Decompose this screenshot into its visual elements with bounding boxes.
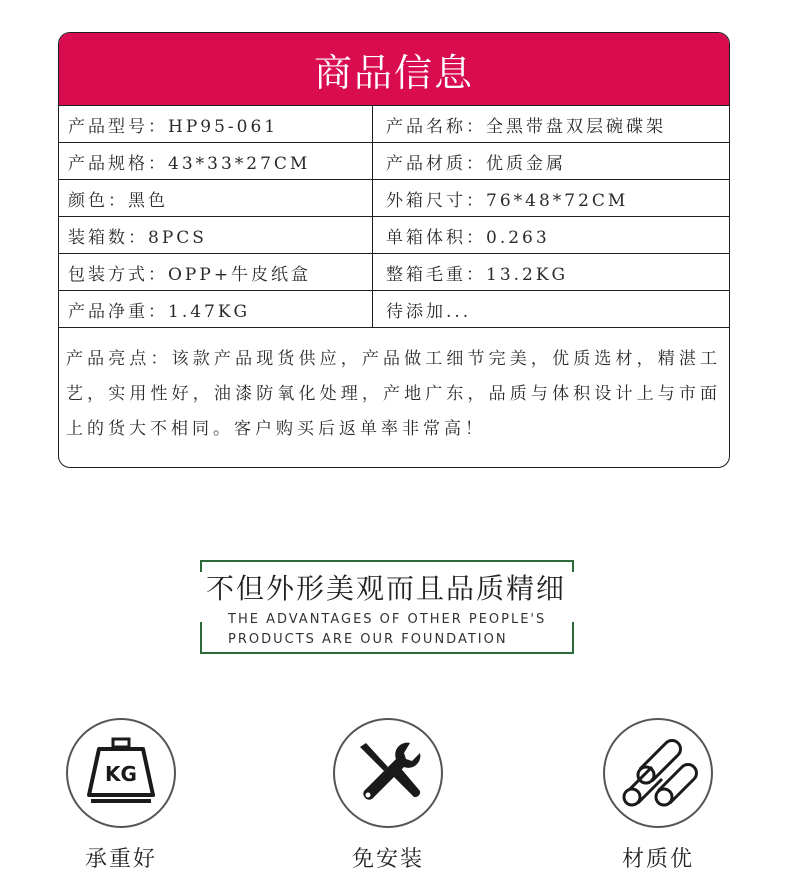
feature-label-load-bearing: 承重好 <box>84 847 157 872</box>
spec-color: 颜色：黑色 <box>59 180 373 216</box>
product-highlight: 产品亮点：该款产品现货供应，产品做工细节完美，优质选材，精湛工艺，实用性好，油漆防氧化处理，产地广东，品质与体积设计上与市面上的货大不相同。客户购买后返单率非常高！ <box>66 349 721 439</box>
spec-packaging: 包装方式：OPP+牛皮纸盒 <box>59 254 373 290</box>
section-title-en-line2: PRODUCTS ARE OUR FOUNDATION <box>228 632 508 647</box>
spec-carton-size: 外箱尺寸：76*48*72CM <box>386 190 629 211</box>
spec-model: 产品型号：HP95-061 <box>59 106 373 142</box>
section-title-en <box>226 610 568 650</box>
feature-label-quality-material: 材质优 <box>621 847 694 872</box>
product-info-card <box>58 32 730 468</box>
section-title-cn: 不但外形美观而且品质精细 <box>186 572 586 606</box>
metal-tubes-icon <box>618 733 698 813</box>
spec-row <box>59 254 729 291</box>
feature-circle <box>603 718 713 828</box>
spec-row <box>59 106 729 143</box>
kg-weight-icon <box>81 733 161 813</box>
section-title <box>200 560 572 654</box>
spec-row <box>59 180 729 217</box>
product-info-title: 商品信息 <box>59 33 729 106</box>
section-title-en-line1: THE ADVANTAGES OF OTHER PEOPLE'S <box>228 612 547 627</box>
spec-pending: 待添加... <box>386 301 472 322</box>
feature-circle <box>333 718 443 828</box>
spec-row <box>59 143 729 180</box>
feature-quality-material <box>601 718 715 873</box>
spec-material: 产品材质：优质金属 <box>386 153 566 174</box>
kg-icon-text: KG <box>105 762 137 786</box>
wrench-screwdriver-icon <box>350 735 426 811</box>
spec-row <box>59 217 729 254</box>
spec-net-weight: 产品净重：1.47KG <box>59 291 373 327</box>
spec-size: 产品规格：43*33*27CM <box>59 143 373 179</box>
feature-circle <box>66 718 176 828</box>
spec-name: 产品名称：全黑带盘双层碗碟架 <box>386 116 666 137</box>
spec-carton-volume: 单箱体积：0.263 <box>386 227 550 248</box>
spec-pack-qty: 装箱数：8PCS <box>59 217 373 253</box>
spec-gross-weight: 整箱毛重：13.2KG <box>386 264 569 285</box>
feature-label-no-install: 免安装 <box>351 847 424 872</box>
feature-no-install <box>331 718 445 873</box>
spec-row <box>59 291 729 328</box>
feature-load-bearing <box>64 718 178 873</box>
